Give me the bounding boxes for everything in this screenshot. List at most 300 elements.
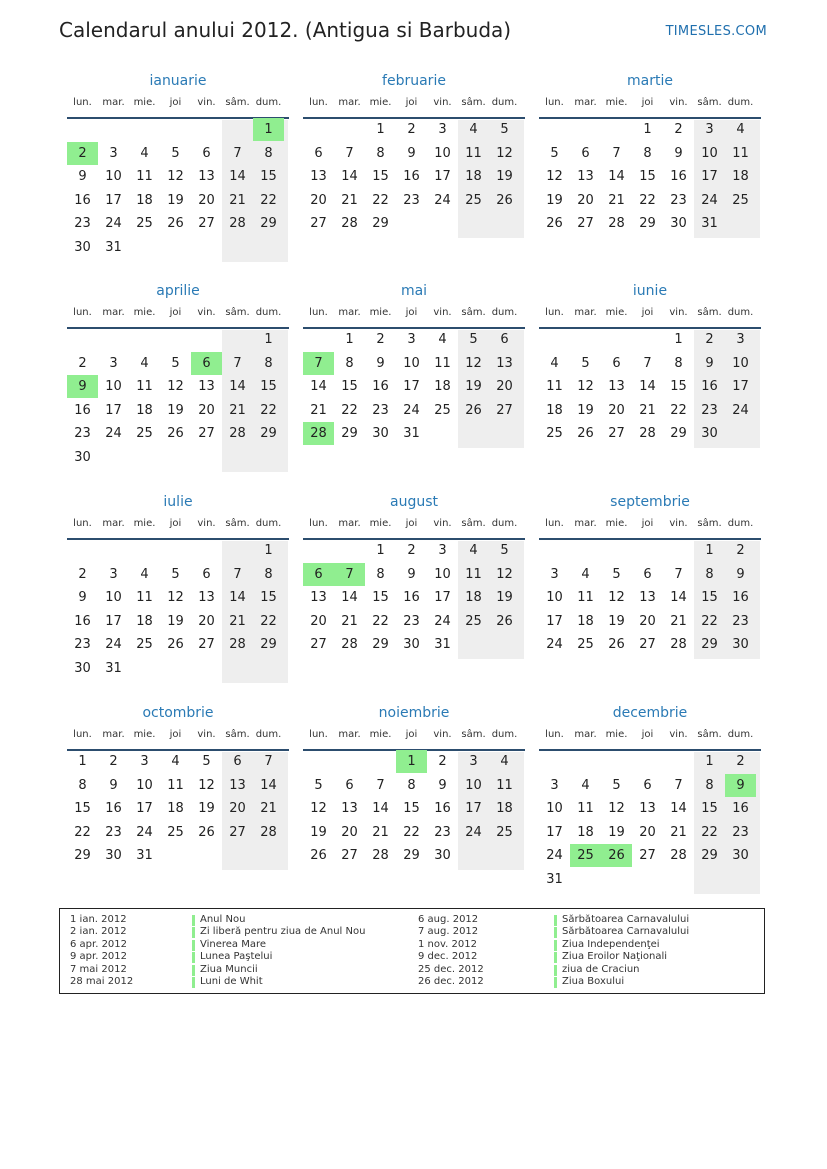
day-cell: 7 — [643, 355, 652, 371]
day-cell: 9 — [376, 355, 385, 371]
day-cell: 29 — [372, 216, 389, 232]
legend-date: 25 dec. 2012 — [418, 963, 484, 975]
day-cell: 31 — [546, 872, 563, 887]
day-cell: 4 — [581, 566, 590, 582]
day-cell: 12 — [465, 355, 482, 371]
day-cell: 28 — [670, 848, 687, 864]
day-cell: 30 — [732, 637, 749, 653]
weekday-label: mar. — [102, 97, 125, 108]
holiday-day-cell: 25 — [570, 844, 601, 867]
weekday-label: mie. — [369, 97, 392, 108]
day-cell: 15 — [639, 169, 656, 185]
weekday-label: sâm. — [225, 729, 250, 740]
legend-marker — [192, 915, 195, 926]
day-cell: 29 — [372, 637, 389, 653]
day-cell: 6 — [233, 754, 242, 769]
legend-marker — [554, 940, 557, 951]
day-cell: 6 — [643, 777, 652, 793]
day-cell: 2 — [376, 332, 385, 347]
holiday-day-cell: 26 — [601, 844, 632, 867]
day-cell: 9 — [78, 169, 87, 185]
day-cell: 9 — [78, 590, 87, 606]
day-cell: 14 — [608, 169, 625, 185]
day-cell: 25 — [167, 824, 184, 840]
weekday-label: joi — [641, 307, 654, 318]
weekday-label: lun. — [309, 729, 328, 740]
weekday-label: vin. — [197, 97, 216, 108]
day-cell: 17 — [732, 379, 749, 395]
day-cell: 22 — [639, 192, 656, 208]
day-cell: 1 — [376, 122, 385, 137]
legend-holiday-name: Ziua Boxului — [562, 976, 625, 987]
day-cell: 4 — [550, 355, 559, 371]
brand-link[interactable]: TIMESLES.COM — [665, 24, 767, 39]
day-cell: 21 — [229, 402, 246, 418]
day-cell: 4 — [171, 754, 180, 769]
day-cell: 11 — [496, 777, 513, 793]
day-cell: 27 — [341, 848, 358, 864]
day-cell: 12 — [496, 566, 513, 582]
day-cell: 17 — [546, 613, 563, 629]
day-cell: 20 — [341, 824, 358, 840]
day-cell: 19 — [465, 379, 482, 395]
day-cell: 12 — [608, 590, 625, 606]
day-cell: 13 — [608, 379, 625, 395]
day-cell: 27 — [639, 637, 656, 653]
day-cell: 12 — [608, 801, 625, 817]
day-cell: 15 — [74, 801, 91, 817]
day-cell: 30 — [74, 661, 91, 676]
day-cell: 9 — [438, 777, 447, 793]
day-cell: 9 — [109, 777, 118, 793]
weekday-label: lun. — [545, 729, 564, 740]
legend-date: 9 apr. 2012 — [70, 951, 128, 963]
weekday-label: sâm. — [697, 518, 722, 529]
day-cell: 15 — [372, 169, 389, 185]
day-cell: 7 — [674, 566, 683, 582]
day-cell: 8 — [705, 777, 714, 793]
day-cell: 29 — [74, 848, 91, 864]
day-cell: 14 — [670, 801, 687, 817]
weekday-label: mie. — [133, 518, 156, 529]
day-cell: 22 — [260, 613, 277, 629]
legend-marker — [192, 977, 195, 988]
day-cell: 24 — [105, 637, 122, 653]
weekday-label: dum. — [491, 307, 518, 318]
weekday-label: mar. — [574, 307, 597, 318]
day-cell: 11 — [465, 145, 482, 161]
day-cell: 15 — [701, 801, 718, 817]
day-cell: 10 — [403, 355, 420, 371]
weekday-label: vin. — [669, 518, 688, 529]
day-cell: 16 — [403, 169, 420, 185]
day-cell: 16 — [701, 379, 718, 395]
day-cell: 22 — [74, 824, 91, 840]
day-cell: 1 — [643, 122, 652, 137]
day-cell: 5 — [612, 777, 621, 793]
day-cell: 15 — [403, 801, 420, 817]
day-cell: 3 — [109, 355, 118, 371]
day-cell: 17 — [105, 192, 122, 208]
day-cell: 25 — [136, 426, 153, 442]
day-cell: 12 — [167, 169, 184, 185]
day-cell: 28 — [229, 216, 246, 232]
day-cell: 13 — [198, 379, 215, 395]
weekday-label: lun. — [73, 97, 92, 108]
weekday-label: lun. — [309, 307, 328, 318]
weekday-label: lun. — [545, 97, 564, 108]
day-cell: 29 — [639, 216, 656, 232]
day-cell: 17 — [105, 402, 122, 418]
day-cell: 27 — [577, 216, 594, 232]
day-cell: 19 — [310, 824, 327, 840]
day-cell: 28 — [229, 637, 246, 653]
day-cell: 3 — [705, 122, 714, 137]
weekday-label: mie. — [369, 307, 392, 318]
holiday-day-cell: 1 — [396, 750, 427, 773]
day-cell: 2 — [736, 754, 745, 769]
weekday-label: mar. — [102, 518, 125, 529]
day-cell: 24 — [105, 426, 122, 442]
day-cell: 7 — [233, 145, 242, 161]
weekday-label: lun. — [545, 307, 564, 318]
day-cell: 14 — [229, 379, 246, 395]
day-cell: 16 — [74, 402, 91, 418]
day-cell: 9 — [674, 145, 683, 161]
day-cell: 7 — [233, 355, 242, 371]
weekday-label: mie. — [605, 307, 628, 318]
month-name: aprilie — [156, 283, 200, 299]
legend-date: 1 nov. 2012 — [418, 938, 477, 950]
day-cell: 9 — [736, 566, 745, 582]
day-cell: 11 — [577, 590, 594, 606]
day-cell: 2 — [78, 566, 87, 582]
holiday-day-cell: 7 — [303, 352, 334, 375]
day-cell: 3 — [438, 543, 447, 558]
day-cell: 1 — [705, 754, 714, 769]
day-cell: 19 — [546, 192, 563, 208]
day-cell: 13 — [198, 169, 215, 185]
day-cell: 19 — [608, 613, 625, 629]
day-cell: 30 — [105, 848, 122, 864]
day-cell: 4 — [469, 122, 478, 137]
day-cell: 17 — [403, 379, 420, 395]
day-cell: 20 — [198, 192, 215, 208]
day-cell: 4 — [438, 332, 447, 347]
day-cell: 20 — [198, 613, 215, 629]
day-cell: 23 — [372, 402, 389, 418]
day-cell: 23 — [403, 192, 420, 208]
day-cell: 3 — [140, 754, 149, 769]
month-name: iunie — [632, 283, 668, 299]
day-cell: 1 — [264, 543, 273, 558]
day-cell: 18 — [577, 613, 594, 629]
legend-date: 2 ian. 2012 — [70, 926, 127, 938]
day-cell: 17 — [701, 169, 718, 185]
legend-holiday-name: Anul Nou — [200, 914, 246, 925]
day-cell: 6 — [202, 566, 211, 582]
day-cell: 23 — [434, 824, 451, 840]
weekday-label: sâm. — [461, 97, 486, 108]
legend-holiday-name: Luni de Whit — [200, 976, 263, 987]
day-cell: 21 — [229, 192, 246, 208]
day-cell: 20 — [310, 192, 327, 208]
day-cell: 1 — [705, 543, 714, 558]
day-cell: 12 — [167, 590, 184, 606]
day-cell: 11 — [136, 379, 153, 395]
day-cell: 11 — [577, 801, 594, 817]
day-cell: 13 — [310, 590, 327, 606]
day-cell: 23 — [105, 824, 122, 840]
legend-holiday-name: Ziua Independenţei — [562, 938, 660, 950]
day-cell: 10 — [701, 145, 718, 161]
weekday-label: joi — [641, 97, 654, 108]
day-cell: 16 — [403, 590, 420, 606]
day-cell: 13 — [310, 169, 327, 185]
day-cell: 4 — [140, 566, 149, 582]
day-cell: 20 — [229, 801, 246, 817]
legend-marker — [192, 927, 195, 938]
day-cell: 21 — [608, 192, 625, 208]
month-name: august — [390, 494, 438, 510]
day-cell: 4 — [140, 145, 149, 161]
day-cell: 16 — [372, 379, 389, 395]
day-cell: 3 — [109, 145, 118, 161]
day-cell: 21 — [310, 402, 327, 418]
weekday-label: joi — [169, 97, 182, 108]
day-cell: 7 — [674, 777, 683, 793]
day-cell: 2 — [109, 754, 118, 769]
weekday-label: vin. — [433, 518, 452, 529]
day-cell: 30 — [701, 426, 718, 442]
day-cell: 3 — [550, 777, 559, 793]
holiday-day-cell: 6 — [303, 563, 334, 586]
weekday-label: sâm. — [697, 729, 722, 740]
day-cell: 2 — [78, 355, 87, 371]
day-cell: 1 — [674, 332, 683, 347]
day-cell: 26 — [577, 426, 594, 442]
day-cell: 16 — [434, 801, 451, 817]
day-cell: 31 — [136, 848, 153, 864]
day-cell: 18 — [496, 801, 513, 817]
weekday-label: joi — [169, 729, 182, 740]
day-cell: 2 — [705, 332, 714, 347]
day-cell: 25 — [732, 192, 749, 208]
day-cell: 12 — [496, 145, 513, 161]
weekday-label: mie. — [133, 307, 156, 318]
day-cell: 9 — [407, 145, 416, 161]
legend-date: 7 mai 2012 — [70, 963, 127, 975]
weekday-label: mar. — [574, 518, 597, 529]
day-cell: 31 — [105, 240, 122, 255]
day-cell: 25 — [546, 426, 563, 442]
day-cell: 22 — [701, 824, 718, 840]
day-cell: 10 — [546, 590, 563, 606]
weekday-label: vin. — [669, 97, 688, 108]
day-cell: 16 — [670, 169, 687, 185]
weekday-label: sâm. — [225, 307, 250, 318]
day-cell: 3 — [469, 754, 478, 769]
day-cell: 14 — [341, 169, 358, 185]
day-cell: 6 — [581, 145, 590, 161]
weekday-label: dum. — [727, 518, 754, 529]
day-cell: 18 — [546, 402, 563, 418]
day-cell: 19 — [167, 613, 184, 629]
day-cell: 5 — [314, 777, 323, 793]
day-cell: 22 — [372, 192, 389, 208]
weekday-label: dum. — [255, 729, 282, 740]
legend-holiday-name: Lunea Paştelui — [200, 951, 273, 963]
weekday-label: joi — [405, 307, 418, 318]
day-cell: 29 — [260, 426, 277, 442]
day-cell: 21 — [341, 613, 358, 629]
day-cell: 8 — [264, 145, 273, 161]
day-cell: 8 — [643, 145, 652, 161]
day-cell: 31 — [434, 637, 451, 653]
legend-date: 9 dec. 2012 — [418, 951, 478, 963]
day-cell: 8 — [345, 355, 354, 371]
day-cell: 5 — [171, 355, 180, 371]
weekday-label: lun. — [309, 97, 328, 108]
day-cell: 15 — [260, 590, 277, 606]
weekday-label: vin. — [197, 518, 216, 529]
weekday-label: joi — [169, 518, 182, 529]
day-cell: 2 — [736, 543, 745, 558]
month-name: februarie — [382, 73, 446, 89]
day-cell: 24 — [546, 848, 563, 864]
weekday-label: mar. — [338, 729, 361, 740]
month-name: noiembrie — [378, 705, 450, 721]
day-cell: 13 — [341, 801, 358, 817]
holiday-day-cell: 1 — [253, 118, 284, 141]
weekday-label: vin. — [669, 307, 688, 318]
day-cell: 26 — [546, 216, 563, 232]
weekday-label: dum. — [491, 518, 518, 529]
weekday-label: joi — [405, 518, 418, 529]
day-cell: 2 — [407, 543, 416, 558]
day-cell: 14 — [310, 379, 327, 395]
day-cell: 16 — [74, 613, 91, 629]
day-cell: 27 — [229, 824, 246, 840]
holiday-day-cell: 9 — [725, 774, 756, 797]
weekday-label: lun. — [309, 518, 328, 529]
weekday-label: mar. — [338, 307, 361, 318]
weekday-label: mar. — [338, 97, 361, 108]
day-cell: 24 — [701, 192, 718, 208]
day-cell: 31 — [105, 661, 122, 676]
legend-date: 1 ian. 2012 — [70, 914, 127, 925]
day-cell: 29 — [341, 426, 358, 442]
day-cell: 23 — [74, 216, 91, 232]
day-cell: 24 — [403, 402, 420, 418]
day-cell: 4 — [736, 122, 745, 137]
weekday-label: lun. — [73, 518, 92, 529]
day-cell: 11 — [136, 590, 153, 606]
month-name: martie — [627, 73, 673, 89]
legend-marker — [192, 940, 195, 951]
day-cell: 29 — [403, 848, 420, 864]
day-cell: 21 — [372, 824, 389, 840]
day-cell: 24 — [136, 824, 153, 840]
day-cell: 11 — [465, 566, 482, 582]
day-cell: 7 — [264, 754, 273, 769]
weekday-label: mar. — [574, 729, 597, 740]
day-cell: 10 — [434, 566, 451, 582]
day-cell: 24 — [732, 402, 749, 418]
day-cell: 26 — [608, 637, 625, 653]
day-cell: 30 — [74, 240, 91, 255]
day-cell: 28 — [608, 216, 625, 232]
day-cell: 26 — [310, 848, 327, 864]
weekday-label: joi — [405, 97, 418, 108]
day-cell: 25 — [577, 637, 594, 653]
day-cell: 5 — [500, 122, 509, 137]
day-cell: 5 — [469, 332, 478, 347]
day-cell: 10 — [546, 801, 563, 817]
day-cell: 12 — [546, 169, 563, 185]
weekday-label: sâm. — [697, 97, 722, 108]
day-cell: 15 — [260, 169, 277, 185]
holiday-day-cell: 6 — [191, 352, 222, 375]
day-cell: 28 — [229, 426, 246, 442]
day-cell: 12 — [167, 379, 184, 395]
weekday-label: mar. — [338, 518, 361, 529]
day-cell: 31 — [403, 426, 420, 442]
legend-holiday-name: Vinerea Mare — [200, 938, 267, 950]
day-cell: 21 — [341, 192, 358, 208]
day-cell: 27 — [608, 426, 625, 442]
day-cell: 26 — [167, 216, 184, 232]
weekday-label: mie. — [369, 518, 392, 529]
weekday-label: sâm. — [225, 518, 250, 529]
day-cell: 15 — [670, 379, 687, 395]
day-cell: 24 — [434, 192, 451, 208]
day-cell: 30 — [74, 450, 91, 465]
day-cell: 10 — [105, 379, 122, 395]
day-cell: 13 — [229, 777, 246, 793]
day-cell: 16 — [732, 801, 749, 817]
day-cell: 23 — [670, 192, 687, 208]
day-cell: 17 — [546, 824, 563, 840]
day-cell: 4 — [500, 754, 509, 769]
day-cell: 10 — [105, 590, 122, 606]
day-cell: 19 — [198, 801, 215, 817]
day-cell: 5 — [612, 566, 621, 582]
weekday-label: vin. — [669, 729, 688, 740]
day-cell: 26 — [167, 426, 184, 442]
day-cell: 27 — [198, 637, 215, 653]
day-cell: 17 — [434, 169, 451, 185]
day-cell: 14 — [670, 590, 687, 606]
day-cell: 14 — [229, 590, 246, 606]
weekday-label: mie. — [605, 97, 628, 108]
day-cell: 9 — [407, 566, 416, 582]
day-cell: 24 — [546, 637, 563, 653]
day-cell: 1 — [78, 754, 87, 769]
day-cell: 3 — [438, 122, 447, 137]
day-cell: 13 — [198, 590, 215, 606]
day-cell: 8 — [407, 777, 416, 793]
day-cell: 25 — [434, 402, 451, 418]
day-cell: 18 — [136, 613, 153, 629]
day-cell: 17 — [434, 590, 451, 606]
day-cell: 23 — [74, 637, 91, 653]
day-cell: 11 — [546, 379, 563, 395]
day-cell: 26 — [198, 824, 215, 840]
day-cell: 15 — [260, 379, 277, 395]
day-cell: 23 — [732, 824, 749, 840]
day-cell: 2 — [407, 122, 416, 137]
